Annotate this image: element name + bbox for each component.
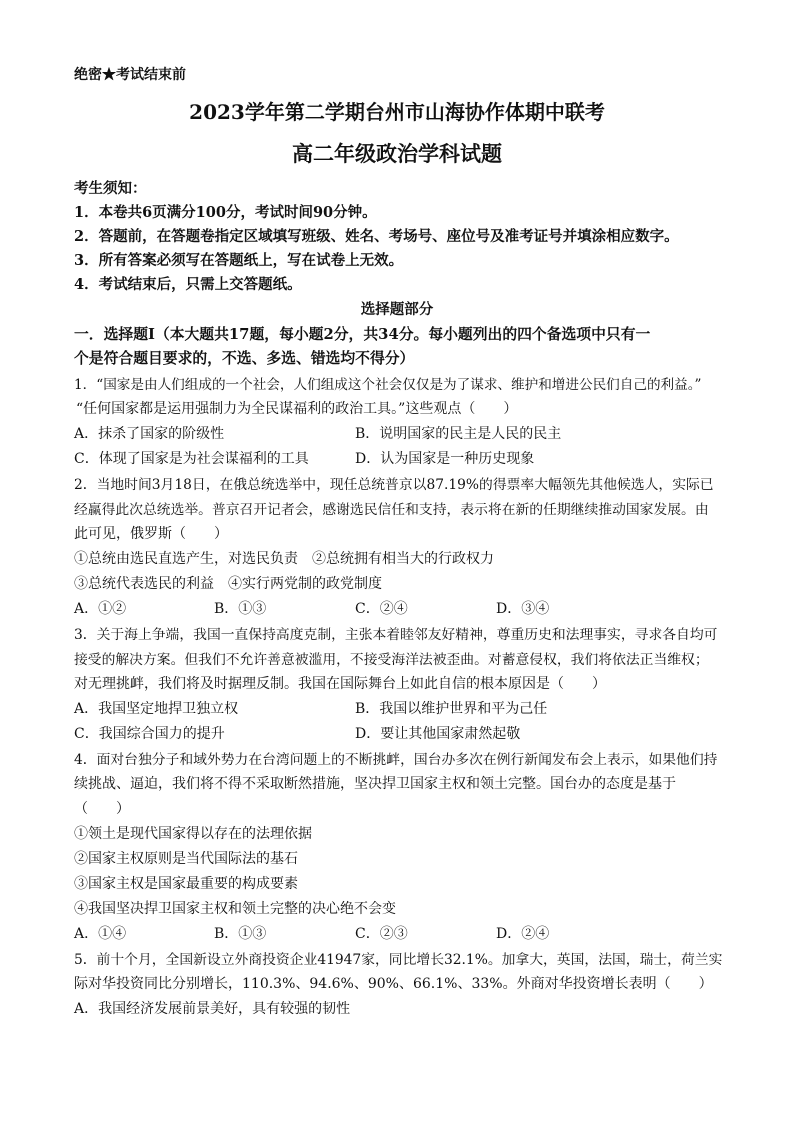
question-4-statement-2: ②国家主权原则是当代国际法的基石 bbox=[74, 851, 298, 867]
section-instructions-cont: 个是符合题目要求的，不选、多选、错选均不得分） bbox=[74, 350, 415, 367]
question-4-stem: 4．面对台独分子和域外势力在台湾问题上的不断挑衅，国台办多次在例行新闻发布会上表示，如果他们持 bbox=[74, 752, 718, 768]
question-2-option-d: D．③④ bbox=[496, 601, 550, 617]
section-instructions: 一．选择题Ⅰ（本大题共17题，每小题2分，共34分。每小题列出的四个备选项中只有一 bbox=[74, 326, 651, 343]
question-4-stem-cont: 续挑战、逼迫，我们将不得不采取断然措施，坚决捍卫国家主权和领土完整。国台办的态度是基于 bbox=[74, 776, 676, 792]
question-1-stem-cont: “任何国家都是运用强制力为全民谋福利的政治工具。”这些观点（ ） bbox=[76, 401, 518, 417]
question-4-stem-end: （ ） bbox=[74, 801, 130, 817]
question-2-option-b: B．①③ bbox=[214, 601, 267, 617]
notice-item: 4．考试结束后，只需上交答题纸。 bbox=[74, 276, 302, 293]
question-1-option-c: C．体现了国家是为社会谋福利的工具 bbox=[74, 451, 309, 467]
question-2-option-a: A．①② bbox=[74, 601, 127, 617]
question-2-statements-1: ①总统由选民直选产生，对选民负责 ②总统拥有相当大的行政权力 bbox=[74, 551, 494, 567]
question-1-option-a: A．抹杀了国家的阶级性 bbox=[74, 426, 225, 442]
question-3-stem-cont: 接受的解决方案。但我们不允许善意被滥用，不接受海洋法被歪曲。对蓄意侵权，我们将依法正当维权； bbox=[74, 652, 709, 668]
exam-title: 2023学年第二学期台州市山海协作体期中联考 bbox=[189, 100, 605, 124]
question-1-stem: 1．“国家是由人们组成的一个社会，人们组成这个社会仅仅是为了谋求、维护和增进公民们自己的利益。” bbox=[74, 377, 702, 393]
question-3-option-d: D．要让其他国家肃然起敬 bbox=[355, 726, 521, 742]
question-3-option-a: A．我国坚定地捍卫独立权 bbox=[74, 701, 239, 717]
question-4-statement-4: ④我国坚决捍卫国家主权和领土完整的决心绝不会变 bbox=[74, 901, 396, 917]
question-4-option-d: D．②④ bbox=[496, 926, 550, 942]
question-4-option-a: A．①④ bbox=[74, 926, 127, 942]
question-2-statements-2: ③总统代表选民的利益 ④实行两党制的政党制度 bbox=[74, 576, 382, 592]
notice-item: 3．所有答案必须写在答题纸上，写在试卷上无效。 bbox=[74, 252, 404, 269]
question-5-stem-cont: 际对华投资同比分别增长，110.3%、94.6%、90%、66.1%、33%。外商对华投资增长表明（ ） bbox=[74, 976, 713, 992]
question-2-stem-end: 此可见，俄罗斯（ ） bbox=[74, 526, 228, 542]
notice-item: 2．答题前，在答题卷指定区域填写班级、姓名、考场号、座位号及准考证号并填涂相应数字。 bbox=[74, 228, 679, 245]
question-5-stem: 5．前十个月，全国新设立外商投资企业41947家，同比增长32.1%。加拿大，英国，法国，瑞士，荷兰实 bbox=[74, 952, 723, 968]
secret-label: 绝密★考试结束前 bbox=[74, 67, 186, 83]
question-3-option-b: B．我国以维护世界和平为己任 bbox=[355, 701, 548, 717]
question-3-option-c: C．我国综合国力的提升 bbox=[74, 726, 225, 742]
exam-subtitle: 高二年级政治学科试题 bbox=[292, 141, 502, 166]
question-2-option-c: C．②④ bbox=[355, 601, 408, 617]
question-5-option-a: A．我国经济发展前景美好，具有较强的韧性 bbox=[74, 1001, 351, 1017]
question-1-option-d: D．认为国家是一种历史现象 bbox=[355, 451, 535, 467]
question-3-stem: 3．关于海上争端，我国一直保持高度克制，主张本着睦邻友好精神，尊重历史和法理事实，寻求各自均可 bbox=[74, 627, 718, 643]
question-2-stem-cont: 经赢得此次总统选举。普京召开记者会，感谢选民信任和支持，表示将在新的任期继续推动国家发展。由 bbox=[74, 502, 709, 518]
notice-item: 1．本卷共6页满分100分，考试时间90分钟。 bbox=[74, 204, 377, 221]
question-4-option-b: B．①③ bbox=[214, 926, 267, 942]
notice-heading: 考生须知： bbox=[74, 180, 147, 197]
question-3-stem-end: 对无理挑衅，我们将及时据理反制。我国在国际舞台上如此自信的根本原因是（ ） bbox=[74, 676, 606, 692]
question-4-statement-1: ①领土是现代国家得以存在的法理依据 bbox=[74, 826, 312, 842]
question-1-option-b: B．说明国家的民主是人民的民主 bbox=[355, 426, 562, 442]
question-4-statement-3: ③国家主权是国家最重要的构成要素 bbox=[74, 876, 298, 892]
section-heading: 选择题部分 bbox=[360, 301, 434, 318]
question-4-option-c: C．②③ bbox=[355, 926, 408, 942]
question-2-stem: 2．当地时间3月18日，在俄总统选举中，现任总统普京以87.19%的得票率大幅领先其他候选人，实际已 bbox=[74, 477, 714, 493]
